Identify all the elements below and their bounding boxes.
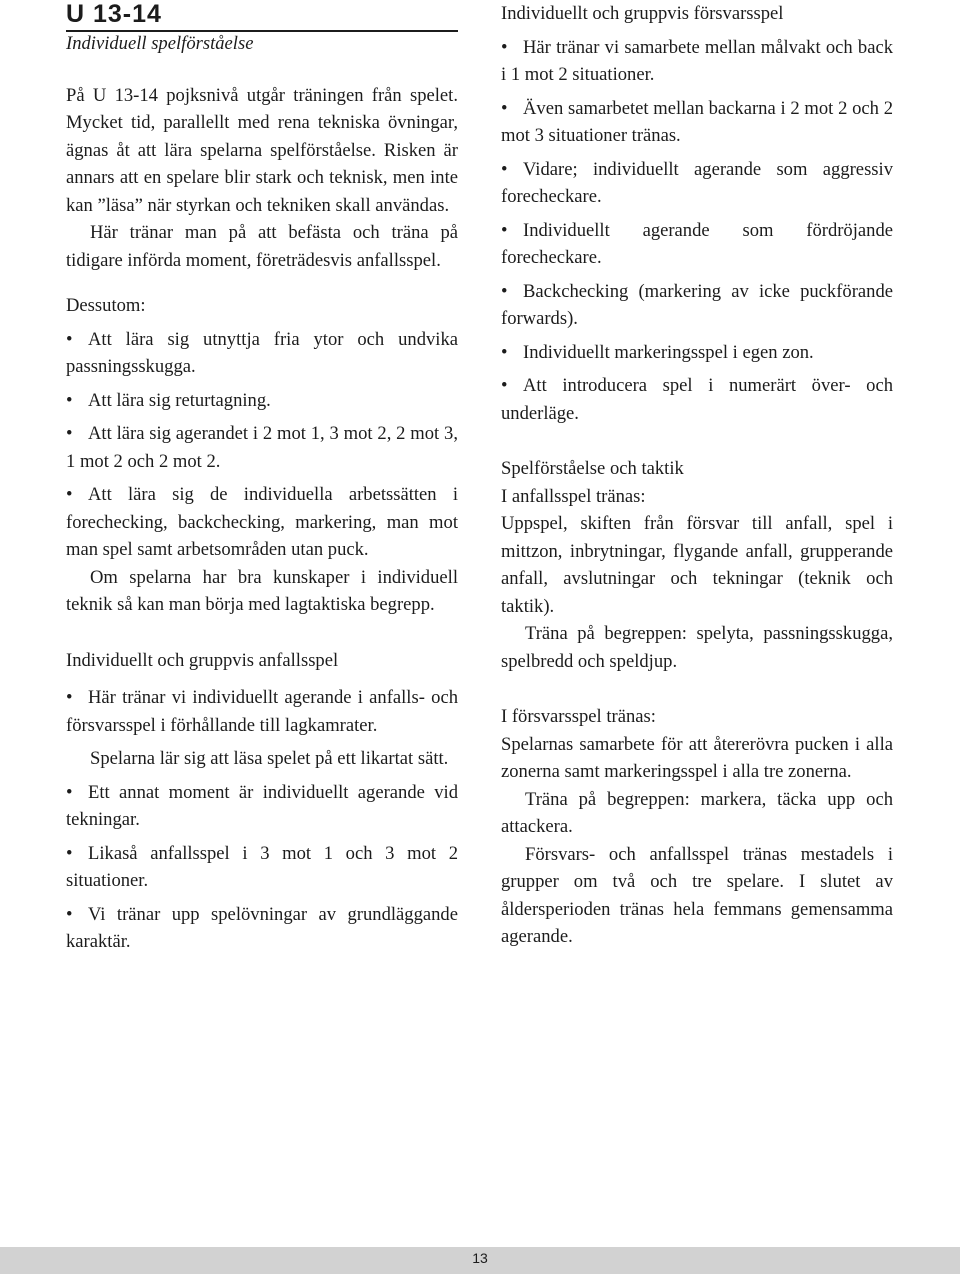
forsvar-begrepp: Träna på begreppen: markera, täcka upp och attackera. bbox=[501, 788, 893, 837]
bullet-icon: • bbox=[501, 375, 508, 396]
bullet-icon: • bbox=[501, 158, 508, 180]
page-title: U 13-14 bbox=[66, 0, 162, 28]
anfall-paragraph: Spelarna lär sig att läsa spelet på ett likartat sätt. bbox=[90, 748, 449, 769]
bullet-icon: • bbox=[501, 280, 508, 302]
forsvar-bullet: • Individuellt agerande som fördröjande forecheckare. bbox=[501, 217, 893, 272]
anfall-bullet: • Här tränar vi individuellt agerande i anfalls- och försvarsspel i förhållande till lagkamrater. bbox=[66, 684, 458, 739]
bullet-icon: • bbox=[66, 389, 73, 411]
right-column bbox=[501, 0, 893, 951]
forsvar-bullet: • Även samarbetet mellan backarna i 2 mot 2 och 2 mot 3 situationer tränas. bbox=[501, 95, 893, 150]
bullet-icon: • bbox=[501, 97, 508, 119]
dessutom-bullet: • Att lära sig agerandet i 2 mot 1, 3 mot 2, 2 mot 3, 1 mot 2 och 2 mot 2. bbox=[66, 420, 458, 475]
forsvar-label: I försvarsspel tränas: bbox=[501, 706, 656, 727]
dessutom-bullet: • Att lära sig returtagning. bbox=[66, 387, 458, 415]
om-spelarna-paragraph: Om spelarna har bra kunskaper i individuell teknik så kan man börja med lagtaktiska begrepp. bbox=[66, 566, 458, 615]
anfall-heading: Individuellt och gruppvis anfallsspel bbox=[66, 649, 339, 671]
forsvar-bullet: • Att introducera spel i numerärt över- och underläge. bbox=[501, 372, 893, 427]
anfall-text: Uppspel, skiften från försvar till anfall, spel i mittzon, inbrytningar, flygande anfall, grupperande anfall, avslutningar och tekningar (teknik och taktik). bbox=[501, 513, 893, 617]
bullet-icon: • bbox=[66, 781, 73, 803]
left-column bbox=[66, 0, 458, 956]
forsvar-bullet: • Backchecking (markering av icke puckförande forwards). bbox=[501, 278, 893, 333]
bullet-icon: • bbox=[66, 328, 73, 350]
anfall-begrepp: Träna på begreppen: spelyta, passningsskugga, spelbredd och speldjup. bbox=[501, 623, 893, 672]
forsvar-bullet: • Individuellt markeringsspel i egen zon. bbox=[501, 339, 893, 367]
intro-paragraph-2: Här tränar man på att befästa och träna på tidigare införda moment, företrädesvis anfallsspel. bbox=[66, 222, 458, 271]
bullet-icon: • bbox=[66, 423, 73, 444]
forsvar-heading: Individuellt och gruppvis försvarsspel bbox=[501, 3, 784, 24]
taktik-heading: Spelförståelse och taktik bbox=[501, 458, 684, 479]
bullet-icon: • bbox=[501, 219, 508, 241]
page-number: 13 bbox=[472, 1250, 488, 1266]
bullet-icon: • bbox=[66, 842, 73, 864]
forsvar-text: Spelarnas samarbete för att återerövra pucken i alla zonerna samt markeringsspel i alla tre zonerna. bbox=[501, 733, 893, 782]
slut-paragraph: Försvars- och anfallsspel tränas mestadels i grupper om två och tre spelare. I slutet av åldersperioden tränas hela femmans gemensamma agerande. bbox=[501, 843, 893, 947]
dessutom-label: Dessutom: bbox=[66, 295, 146, 316]
bullet-icon: • bbox=[66, 903, 73, 925]
bullet-icon: • bbox=[66, 484, 73, 505]
forsvar-bullet: • Vidare; individuellt agerande som aggressiv forecheckare. bbox=[501, 156, 893, 211]
bullet-icon: • bbox=[501, 36, 508, 58]
intro-paragraph-1: På U 13-14 pojksnivå utgår träningen från spelet. Mycket tid, parallellt med rena tekniska övningar, ägnas åt att lära spelarna spelförståelse. Risken är annars att en spelare blir stark och teknisk, men inte kan ”läsa” när styrkan och tekniken skall användas. bbox=[66, 84, 458, 216]
page-subtitle: Individuell spelförståelse bbox=[66, 33, 254, 54]
forsvar-bullet: • Här tränar vi samarbete mellan målvakt och back i 1 mot 2 situationer. bbox=[501, 34, 893, 89]
anfall-label: I anfallsspel tränas: bbox=[501, 485, 646, 507]
anfall-bullet: • Likaså anfallsspel i 3 mot 1 och 3 mot 2 situationer. bbox=[66, 840, 458, 895]
dessutom-bullet: • Att lära sig utnyttja fria ytor och undvika passningsskugga. bbox=[66, 326, 458, 381]
bullet-icon: • bbox=[501, 341, 508, 363]
anfall-bullet: • Vi tränar upp spelövningar av grundläggande karaktär. bbox=[66, 901, 458, 956]
dessutom-bullet: • Att lära sig de individuella arbetssätten i forechecking, backchecking, markering, man mot man spel samt arbetsområden utan puck. bbox=[66, 481, 458, 564]
anfall-bullet: • Ett annat moment är individuellt agerande vid tekningar. bbox=[66, 779, 458, 834]
bullet-icon: • bbox=[66, 687, 73, 708]
